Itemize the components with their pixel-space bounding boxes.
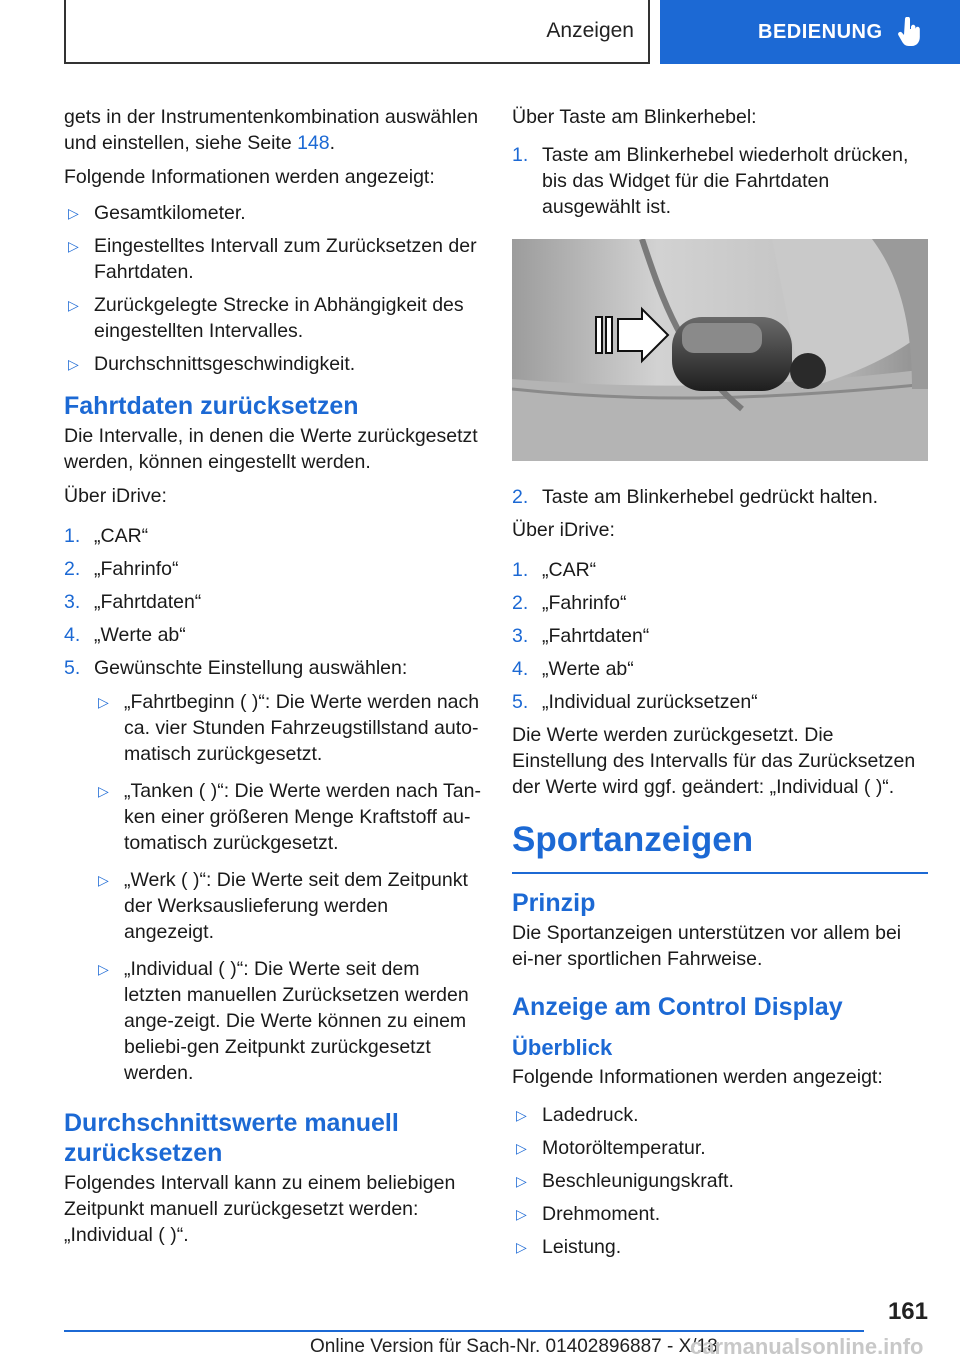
triangle-bullet-icon: ▷ [68,297,79,313]
option-text: „Individual ( )“: Die Werte seit dem letzten manuellen Zurücksetzen werden ange-zeigt. Die Werte können zu einem beliebi-gen Zeitpunkt zurückgesetzt werden. [124,958,469,1084]
step-number: 1. [512,144,529,166]
info-list [64,200,482,377]
step-item [64,589,482,615]
lever-intro: Über Taste am Blinkerhebel: [512,106,757,128]
step-item [512,623,928,649]
step-text: „Fahrtdaten“ [94,591,202,613]
option-item [94,956,482,1086]
step-number: 3. [64,591,81,613]
list-item-text: Gesamtkilometer. [94,202,246,224]
page-header [0,0,960,66]
list-item [64,292,482,344]
step-number: 4. [64,624,81,646]
step-number: 5. [512,691,529,713]
step-text: „CAR“ [542,559,597,581]
triangle-bullet-icon: ▷ [98,783,109,799]
section-title: Anzeigen [546,19,634,42]
heading-overview: Überblick [512,1035,613,1060]
triangle-bullet-icon: ▷ [68,356,79,372]
list-item-text: Durchschnittsgeschwindigkeit. [94,353,356,375]
idrive-intro: Über iDrive: [64,485,167,507]
triangle-bullet-icon: ▷ [516,1173,527,1189]
chapter-title: BEDIENUNG [758,20,883,43]
footer-divider [64,1330,864,1332]
step-item [512,557,928,583]
step-text: „Fahrinfo“ [542,592,627,614]
step-number: 2. [64,558,81,580]
intro-end: . [329,132,336,154]
triangle-bullet-icon: ▷ [98,694,109,710]
triangle-bullet-icon: ▷ [68,238,79,254]
intro-paragraph [64,104,482,156]
triangle-bullet-icon: ▷ [516,1140,527,1156]
step-item [512,656,928,682]
step-text: Taste am Blinkerhebel wiederholt drücken, bis das Widget für die Fahrtdaten ausgewählt ist. [542,144,909,218]
list-item-text: Eingestelltes Intervall zum Zurücksetzen der Fahrtdaten. [94,235,477,283]
step-item [512,590,928,616]
step-text: „Fahrtdaten“ [542,625,650,647]
page-number: 161 [887,1298,928,1325]
lever-step [512,142,928,220]
pointing-hand-icon [897,17,923,47]
step-text: „Werte ab“ [542,658,634,680]
step-number: 4. [512,658,529,680]
heading-reset: Fahrtdaten zurücksetzen [64,392,359,420]
option-text: „Fahrtbeginn ( )“: Die Werte werden nach ca. vier Stunden Fahrzeugstillstand auto-matisch zurückgesetzt. [124,691,480,765]
step-number: 5. [64,657,81,679]
step-text: „CAR“ [94,525,149,547]
step-text: „Individual zurücksetzen“ [542,691,758,713]
triangle-bullet-icon: ▷ [68,205,79,221]
page-link[interactable]: 148 [297,132,330,154]
option-text: „Tanken ( )“: Die Werte werden nach Tan-ken einer größeren Menge Kraftstoff au-tomatisch zurückgesetzt. [124,780,481,854]
steps-list [512,557,928,715]
step-item [512,689,928,715]
overview-list [512,1102,928,1260]
list-item [512,1168,928,1194]
triangle-bullet-icon: ▷ [516,1107,527,1123]
list-item-text: Ladedruck. [542,1104,639,1126]
triangle-bullet-icon: ▷ [98,872,109,888]
principle-text: Die Sportanzeigen unterstützen vor allem bei ei-ner sportlichen Fahrweise. [512,922,902,970]
step-text: „Werte ab“ [94,624,186,646]
list-item-text: Beschleunigungskraft. [542,1170,734,1192]
option-item [94,867,482,945]
triangle-bullet-icon: ▷ [516,1239,527,1255]
overview-intro: Folgende Informationen werden angezeigt: [512,1066,883,1088]
step-item [64,523,482,549]
step-number: 3. [512,625,529,647]
step-text: Taste am Blinkerhebel gedrückt halten. [542,486,879,508]
chapter-tab [660,0,960,64]
option-item [94,689,482,767]
list-item [512,1201,928,1227]
triangle-bullet-icon: ▷ [98,961,109,977]
footer-online-version: Online Version für Sach-Nr. 01402896887 - X/18 [310,1336,718,1357]
reset-text: Die Intervalle, in denen die Werte zurückgesetzt werden, können eingestellt werden. [64,425,478,473]
step-number: 2. [512,592,529,614]
list-item-text: Zurückgelegte Strecke in Abhängigkeit des eingestellten Intervalles. [94,294,464,342]
step-number: 2. [512,486,529,508]
turn-signal-lever-illustration [512,239,928,461]
step-item [64,655,482,681]
section-tab [64,0,650,64]
watermark: carmanualsonline.info [690,1334,924,1359]
step-item [64,556,482,582]
options-list [94,689,482,1086]
step-item [64,622,482,648]
step-text: Gewünschte Einstellung auswählen: [94,657,408,679]
right-column [512,104,928,1267]
list-item [64,200,482,226]
list-item [512,1102,928,1128]
list-item-text: Leistung. [542,1236,622,1258]
triangle-bullet-icon: ▷ [516,1206,527,1222]
heading-sport: Sportanzeigen [512,818,928,874]
lever-step [512,484,928,510]
list-item [64,351,482,377]
option-item [94,778,482,856]
list-item-text: Motoröltemperatur. [542,1137,706,1159]
list-item [512,1135,928,1161]
info-intro: Folgende Informationen werden angezeigt: [64,166,435,188]
average-text: Folgendes Intervall kann zu einem beliebigen Zeitpunkt manuell zurückgesetzt werden: „Individual ( )“. [64,1172,456,1246]
heading-average: Durchschnittswerte manuell zurücksetzen [64,1109,399,1167]
step-text: „Fahrinfo“ [94,558,179,580]
list-item [64,233,482,285]
left-column [64,104,482,1256]
heading-control-display: Anzeige am Control Display [512,993,843,1021]
step-number: 1. [512,559,529,581]
list-item [512,1234,928,1260]
steps-list [64,523,482,681]
intro-text: gets in der Instrumentenkombination auswählen und einstellen, siehe Seite [64,106,479,154]
step-number: 1. [64,525,81,547]
idrive-intro: Über iDrive: [512,519,615,541]
after-reset-text: Die Werte werden zurückgesetzt. Die Einstellung des Intervalls für das Zurücksetzen der Werte wird ggf. geändert: „Individual ( )“. [512,724,916,798]
heading-principle: Prinzip [512,889,596,917]
option-text: „Werk ( )“: Die Werte seit dem Zeitpunkt der Werksauslieferung werden angezeigt. [124,869,468,943]
list-item-text: Drehmoment. [542,1203,661,1225]
